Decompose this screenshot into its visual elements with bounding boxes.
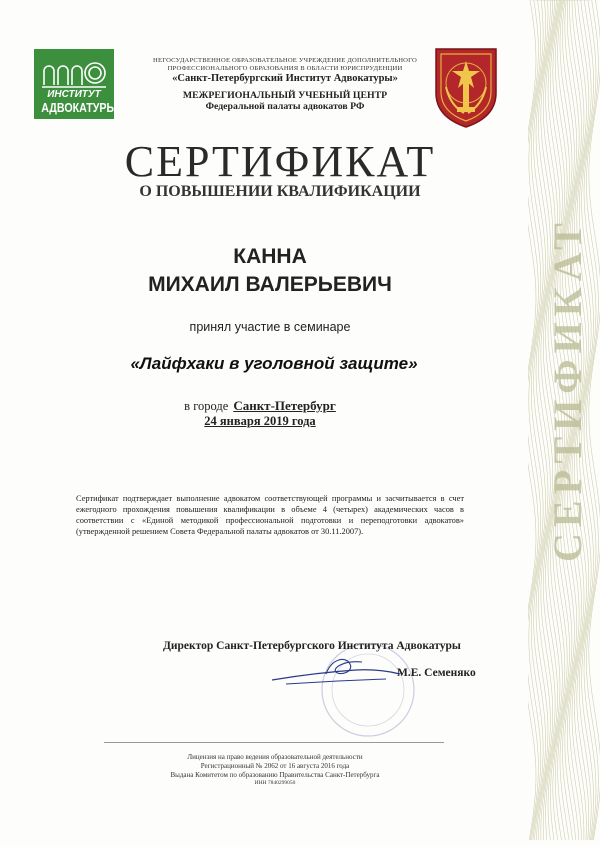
logo-line2: АДВОКАТУРЫ: [41, 100, 117, 115]
bar-association-emblem-icon: [430, 43, 502, 129]
certificate-subtitle: О ПОВЫШЕНИИ КВАЛИФИКАЦИИ: [139, 183, 421, 200]
org-name: «Санкт-Петербургский Институт Адвокатуры»: [172, 73, 398, 84]
seminar-date: 24 января 2019 года: [204, 414, 316, 428]
signer-name: М.Е. Семеняко: [397, 667, 476, 679]
training-center-line2: Федеральной палаты адвокатов РФ: [205, 101, 365, 113]
certificate-title: СЕРТИФИКАТ: [124, 137, 436, 186]
license-line3: Выдана Комитетом по образованию Правительства Санкт-Петербурга: [170, 771, 380, 779]
recipient-surname: КАННА: [233, 245, 307, 268]
handwritten-signature: [266, 650, 406, 690]
logo-line1: ИНСТИТУТ: [47, 89, 101, 100]
license-line1: Лицензия на право ведения образовательной деятельности: [187, 753, 363, 761]
city-line: [0, 398, 520, 414]
band-watermark-text: СЕРТИФИКАТ: [545, 217, 590, 563]
license-line2: Регистрационный № 2062 от 16 августа 2016 года: [200, 762, 350, 770]
certificate-body-text: Сертификат подтверждает выполнение адвокатом соответствующей программы и засчитывается в счет ежегодного прохождения повышения квалификации в объеме 4 (четырех) академических часов в соответствии с «Единой методикой профессиональной подготовки и переподготовки адвокатов» (утвержденной решением Совета Федеральной палаты адвокатов от 30.11.2007).: [76, 494, 464, 536]
org-description: НЕГОСУДАРСТВЕННОЕ ОБРАЗОВАТЕЛЬНОЕ УЧРЕЖДЕНИЕ ДОПОЛНИТЕЛЬНОГО ПРОФЕССИОНАЛЬНОГО ОБРАЗОВАНИЯ В ОБЛАСТИ ЮРИСПРУДЕНЦИИ: [153, 57, 417, 72]
training-center-line1: МЕЖРЕГИОНАЛЬНЫЙ УЧЕБНЫЙ ЦЕНТР: [182, 90, 388, 101]
institute-logo: [34, 49, 117, 119]
arch-logo-icon: [40, 55, 108, 91]
recipient-given-names: МИХАИЛ ВАЛЕРЬЕВИЧ: [148, 273, 392, 296]
training-center: [140, 90, 430, 113]
decorative-band: [528, 0, 600, 847]
license-line4: ИНН 7840299050: [254, 780, 296, 786]
footer-divider: [104, 742, 444, 743]
city-name: Санкт-Петербург: [233, 398, 336, 413]
director-title: Директор Санкт-Петербургского Института Адвокатуры: [163, 640, 461, 652]
city-prefix: в городе: [184, 399, 229, 413]
seminar-title: «Лайфхаки в уголовной защите»: [130, 354, 418, 373]
participation-text: принял участие в семинаре: [189, 320, 351, 334]
